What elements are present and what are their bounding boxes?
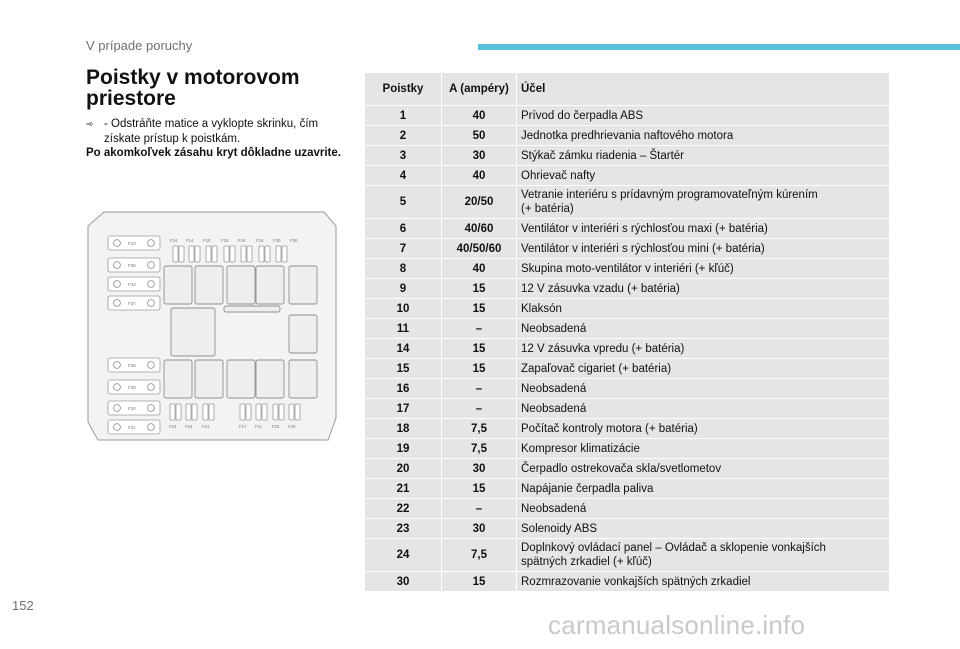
table-row	[365, 106, 890, 126]
fuse-amperage: –	[442, 379, 517, 399]
bottom-fuse-label: F21	[202, 424, 210, 429]
relay-block	[164, 266, 192, 304]
fuse-amperage: 15	[442, 572, 517, 592]
purpose-line: Neobsadená	[521, 402, 587, 415]
relay-block	[195, 360, 223, 398]
fuse-purpose	[517, 399, 890, 419]
fuse-amperage: 40	[442, 259, 517, 279]
fuse-purpose	[517, 519, 890, 539]
fuse-number: 6	[365, 219, 442, 239]
header-amperes: A (ampéry)	[442, 73, 517, 106]
table-row	[365, 126, 890, 146]
bottom-fuse-label: F17	[239, 424, 247, 429]
fuse-number: 14	[365, 339, 442, 359]
table-row	[365, 319, 890, 339]
purpose-line: Napájanie čerpadla paliva	[521, 482, 654, 495]
fuse-amperage: 40/50/60	[442, 239, 517, 259]
fuse-amperage: 40	[442, 106, 517, 126]
fuse-purpose	[517, 259, 890, 279]
fuse-purpose	[517, 186, 890, 219]
fuse-purpose	[517, 146, 890, 166]
table-row	[365, 399, 890, 419]
fuse-purpose	[517, 239, 890, 259]
fuse-number: 18	[365, 419, 442, 439]
fuse-amperage: 7,5	[442, 439, 517, 459]
purpose-line: Neobsadená	[521, 502, 587, 515]
bottom-fuse-label: F18	[185, 424, 193, 429]
relay-block	[289, 266, 317, 304]
fuse-number: 8	[365, 259, 442, 279]
purpose-line: Stýkač zámku riadenia – Štartér	[521, 149, 684, 162]
fuse-amperage: 15	[442, 299, 517, 319]
fuse-number: 24	[365, 539, 442, 572]
relay-block	[227, 266, 255, 304]
page-heading: Poistky v motorovom priestore	[86, 66, 300, 110]
fuse-purpose	[517, 499, 890, 519]
top-fuse-label: F19	[238, 238, 246, 243]
header-accent-bar	[478, 44, 960, 50]
fuse-amperage: 40	[442, 166, 517, 186]
left-fuse	[108, 236, 160, 250]
table-row	[365, 359, 890, 379]
table-row	[365, 259, 890, 279]
left-fuse	[108, 380, 160, 394]
relay-block	[256, 360, 284, 398]
purpose-line-2: spätných zrkadiel (+ kľúč)	[521, 556, 652, 568]
fuse-number: 4	[365, 166, 442, 186]
fuse-purpose	[517, 439, 890, 459]
fuse-purpose	[517, 539, 890, 572]
bottom-fuse-label: F20	[288, 424, 296, 429]
left-fuse	[108, 420, 160, 434]
fuse-purpose	[517, 359, 890, 379]
fuse-number: 3	[365, 146, 442, 166]
relay-block	[195, 266, 223, 304]
purpose-line: 12 V zásuvka vpredu (+ batéria)	[521, 342, 685, 355]
fuse-amperage: 20/50	[442, 186, 517, 219]
left-fuse-label: F37	[128, 301, 136, 306]
purpose-line: Doplnkový ovládací panel – Ovládač a sklopenie vonkajších	[521, 542, 826, 554]
left-fuse-label: F36	[128, 263, 136, 268]
fuse-number: 2	[365, 126, 442, 146]
purpose-line: Prívod do čerpadla ABS	[521, 109, 644, 122]
instruction	[86, 117, 348, 147]
table-row	[365, 459, 890, 479]
table-row	[365, 219, 890, 239]
bottom-fuse-label: F22	[272, 424, 280, 429]
fuse-purpose	[517, 339, 890, 359]
purpose-line-2: (+ batéria)	[521, 203, 574, 215]
table-row	[365, 572, 890, 592]
table-row	[365, 539, 890, 572]
relay-block	[171, 308, 215, 356]
purpose-line: Solenoidy ABS	[521, 522, 598, 535]
relay-block	[256, 266, 284, 304]
fuse-amperage: –	[442, 399, 517, 419]
fuse-purpose	[517, 106, 890, 126]
table-row	[365, 186, 890, 219]
table-row	[365, 479, 890, 499]
relay-block	[164, 360, 192, 398]
fuse-amperage: –	[442, 499, 517, 519]
top-fuse-label: F16	[256, 238, 264, 243]
fuse-number: 9	[365, 279, 442, 299]
fuse-amperage: 30	[442, 146, 517, 166]
fuse-number: 15	[365, 359, 442, 379]
top-fuse-label: F30	[273, 238, 281, 243]
instruction-text: - Odstráňte matice a vyklopte skrinku, čím získate prístup k poistkám.	[104, 118, 319, 145]
fuse-purpose	[517, 572, 890, 592]
purpose-line: Ventilátor v interiéri s rýchlosťou maxi (+ batéria)	[521, 222, 768, 235]
purpose-line: 12 V zásuvka vzadu (+ batéria)	[521, 282, 680, 295]
fuse-amperage: 40/60	[442, 219, 517, 239]
table-row	[365, 279, 890, 299]
left-fuse-label: F33	[128, 241, 136, 246]
table-row	[365, 166, 890, 186]
fuse-amperage: 15	[442, 479, 517, 499]
fuse-number: 22	[365, 499, 442, 519]
purpose-line: Počítač kontroly motora (+ batéria)	[521, 422, 698, 435]
purpose-line: Jednotka predhrievania naftového motora	[521, 129, 734, 142]
relay-block	[227, 360, 255, 398]
fuse-number: 21	[365, 479, 442, 499]
purpose-line: Zapaľovač cigariet (+ batéria)	[521, 362, 672, 375]
fuse-number: 20	[365, 459, 442, 479]
fuse-purpose	[517, 299, 890, 319]
fuse-amperage: 30	[442, 519, 517, 539]
header-purpose: Účel	[517, 73, 890, 106]
left-fuse-label: F34	[128, 282, 136, 287]
fuse-purpose	[517, 279, 890, 299]
fuse-number: 7	[365, 239, 442, 259]
table-row	[365, 519, 890, 539]
table-row	[365, 439, 890, 459]
purpose-line: Skupina moto-ventilátor v interiéri (+ kľúč)	[521, 262, 734, 275]
fuse-amperage: 15	[442, 279, 517, 299]
purpose-line: Neobsadená	[521, 382, 587, 395]
bottom-fuse-label: F23	[169, 424, 177, 429]
warning-text: Po akomkoľvek zásahu kryt dôkladne uzavrite.	[86, 147, 341, 159]
purpose-line: Rozmrazovanie vonkajších spätných zrkadiel	[521, 575, 751, 588]
fuse-amperage: –	[442, 319, 517, 339]
fuse-number: 30	[365, 572, 442, 592]
relay-block	[289, 360, 317, 398]
bottom-fuse-label: F11	[255, 424, 263, 429]
table-header-row	[365, 73, 890, 106]
table-row	[365, 239, 890, 259]
fuse-number: 5	[365, 186, 442, 219]
fuse-amperage: 50	[442, 126, 517, 146]
fuse-purpose	[517, 319, 890, 339]
fuse-amperage: 15	[442, 339, 517, 359]
top-fuse-label: F14	[186, 238, 194, 243]
fuse-purpose	[517, 479, 890, 499]
fuse-purpose	[517, 459, 890, 479]
top-fuse-label: F30	[290, 238, 298, 243]
left-fuse-label: F36	[128, 363, 136, 368]
fuse-number: 11	[365, 319, 442, 339]
arrow-icon: ➾	[86, 119, 94, 129]
purpose-line: Ventilátor v interiéri s rýchlosťou mini (+ batéria)	[521, 242, 765, 255]
purpose-line: Vetranie interiéru s prídavným programovateľným kúrením	[521, 189, 818, 201]
left-fuse	[108, 277, 160, 291]
purpose-line: Klaksón	[521, 302, 562, 315]
left-fuse	[108, 258, 160, 272]
fuse-number: 10	[365, 299, 442, 319]
left-fuse	[108, 296, 160, 310]
fuse-amperage: 7,5	[442, 419, 517, 439]
table-row	[365, 339, 890, 359]
purpose-line: Neobsadená	[521, 322, 587, 335]
fuse-number: 17	[365, 399, 442, 419]
top-fuse-label: F10	[203, 238, 211, 243]
fuse-number: 19	[365, 439, 442, 459]
left-fuse-label: F38	[128, 385, 136, 390]
fuse-amperage: 30	[442, 459, 517, 479]
left-fuse	[108, 358, 160, 372]
fuse-purpose	[517, 126, 890, 146]
header-fuse: Poistky	[365, 73, 442, 106]
relay-block	[224, 306, 280, 312]
fuse-number: 1	[365, 106, 442, 126]
fuse-box-diagram	[84, 208, 342, 446]
purpose-line: Kompresor klimatizácie	[521, 442, 640, 455]
fuse-number: 23	[365, 519, 442, 539]
table-row	[365, 299, 890, 319]
left-fuse-label: F31	[128, 425, 136, 430]
page-number: 152	[12, 598, 34, 613]
top-fuse-label: F24	[170, 238, 178, 243]
fuse-amperage: 15	[442, 359, 517, 379]
purpose-line: Ohrievač nafty	[521, 169, 596, 182]
fuse-table	[364, 72, 890, 592]
section-title: V prípade poruchy	[86, 38, 193, 53]
table-row	[365, 499, 890, 519]
fuse-purpose	[517, 219, 890, 239]
top-fuse-label: F15	[221, 238, 229, 243]
fuse-purpose	[517, 419, 890, 439]
table-row	[365, 146, 890, 166]
left-fuse	[108, 401, 160, 415]
purpose-line: Čerpadlo ostrekovača skla/svetlometov	[521, 462, 722, 475]
table-row	[365, 419, 890, 439]
fuse-amperage: 7,5	[442, 539, 517, 572]
fuse-number: 16	[365, 379, 442, 399]
watermark: carmanualsonline.info	[548, 610, 806, 640]
table-row	[365, 379, 890, 399]
left-fuse-label: F32	[128, 406, 136, 411]
relay-block	[289, 315, 317, 353]
fuse-purpose	[517, 166, 890, 186]
fuse-purpose	[517, 379, 890, 399]
